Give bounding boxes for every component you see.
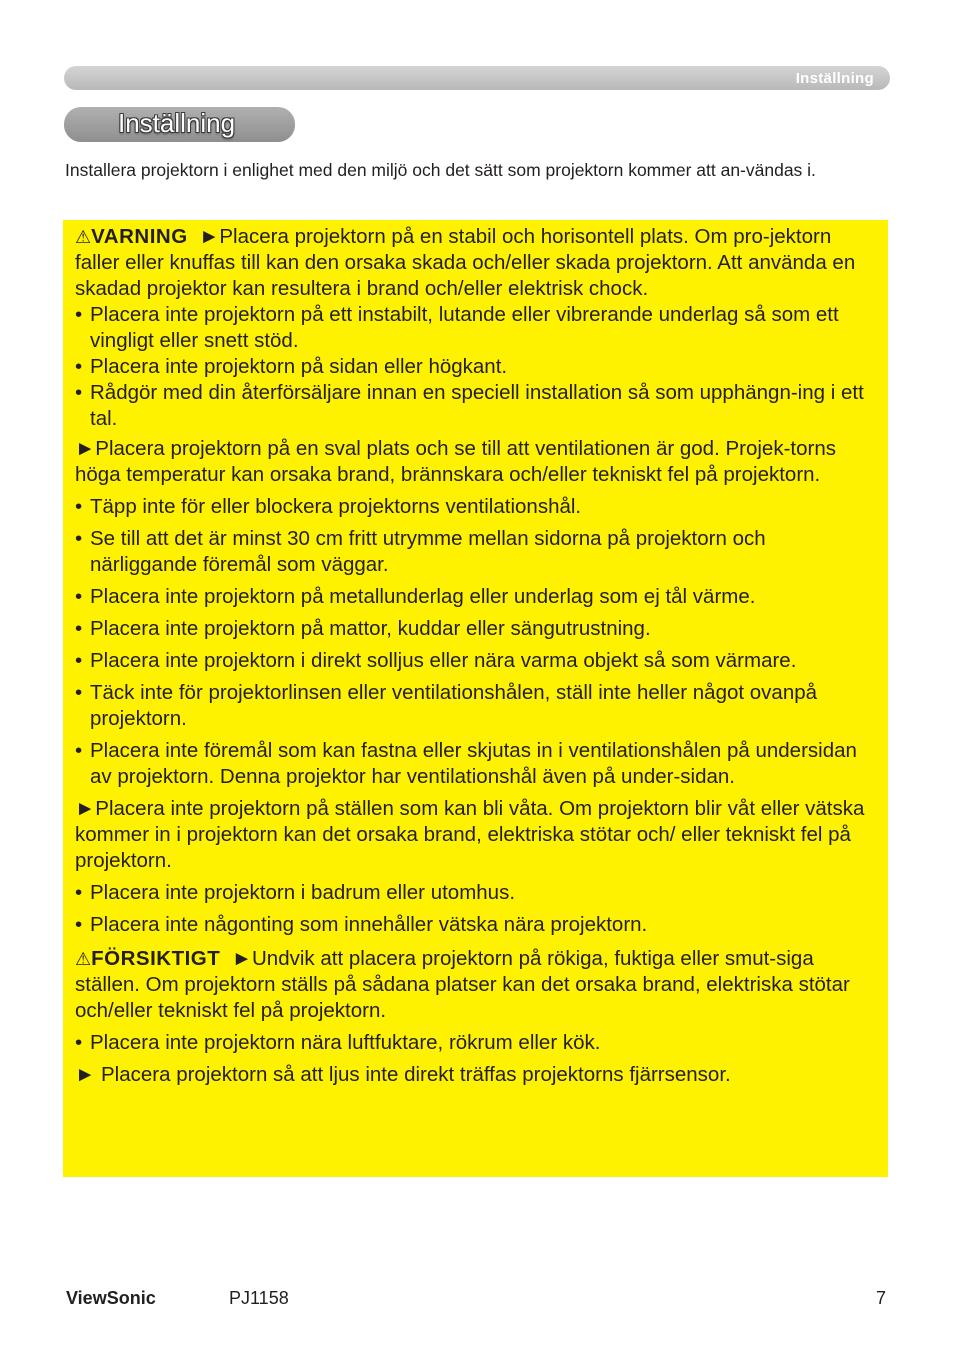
section-tab [64,107,295,142]
bullet-icon: • [75,913,83,936]
page-number: 7 [876,1288,887,1308]
warning-label: VARNING [91,225,188,248]
list-item: • Placera inte projektorn på ett instabilt, lutande eller vibrerande underlag så som ett vingligt eller snett stöd. [75,303,839,352]
bullet-icon: • [75,739,83,762]
moisture-paragraph: ►Placera inte projektorn på ställen som kan bli våta. Om projektorn blir våt eller vätska kommer in i projektorn kan det orsaka brand, elektriska stötar och/ eller tekniskt fel på projektorn. [75,797,865,872]
caution-label: FÖRSIKTIGT [91,947,221,970]
bullet-icon: • [75,303,83,326]
bullet-icon: • [75,495,83,518]
footer-model: PJ1158 [229,1288,289,1308]
caution-lead-text: Undvik att placera projektorn på rökiga, fuktiga eller smut-siga ställen. Om projektorn ställs på sådana platser kan det orsaka brand, elektriska stötar och/eller tekniskt fel på projektorn. [75,947,850,1022]
list-item: • Se till att det är minst 30 cm fritt utrymme mellan sidorna på projektorn och närliggande föremål som väggar. [75,527,766,576]
intro-paragraph: Installera projektorn i enlighet med den miljö och det sätt som projektorn kommer att an-vändas i. [65,160,816,180]
bullet-icon: • [75,355,83,378]
bullet-icon: • [75,585,83,608]
warning-lead-text: Placera projektorn på en stabil och horisontell plats. Om pro-jektorn faller eller knuffas till kan den orsaka skada och/eller skada projektorn. Att använda en skadad projektor kan resultera i brand och/eller elektrisk chock. [75,225,856,300]
arrow-icon: ► [231,947,252,970]
list-item: • Placera inte projektorn nära luftfuktare, rökrum eller kök. [75,1031,601,1054]
footer-brand: ViewSonic [66,1288,156,1308]
arrow-icon: ► [75,1063,96,1086]
warning-box [63,220,888,1177]
bullet-icon: • [75,649,83,672]
arrow-icon: ► [199,225,220,248]
bullet-icon: • [75,381,83,404]
bullet-icon: • [75,527,83,550]
list-item: • Täck inte för projektorlinsen eller ventilationshålen, ställ inte heller något ovanpå projektorn. [75,681,818,730]
running-header-title: Inställning [795,70,874,87]
list-item: • Rådgör med din återförsäljare innan en speciell installation så som upphängn-ing i ett tal. [75,381,864,430]
section-title: Inställning [118,108,236,138]
warning-triangle-icon: ⚠ [75,227,92,247]
list-item: • Placera inte projektorn i direkt solljus eller nära varma objekt så som värmare. [75,649,797,672]
bullet-icon: • [75,681,83,704]
arrow-icon: ► [75,437,96,460]
arrow-icon: ► [75,797,96,820]
list-item: • Placera inte föremål som kan fastna eller skjutas in i ventilationshålen på undersidan av projektorn. Denna projektor har ventilationshål även på under-sidan. [75,739,857,788]
bullet-icon: • [75,1031,83,1054]
ventilation-paragraph: ►Placera projektorn på en sval plats och se till att ventilationen är god. Projek-torns höga temperatur kan orsaka brand, brännskara och/eller tekniskt fel på projektorn. [75,437,836,486]
list-item: • Placera inte projektorn på mattor, kuddar eller sängutrustning. [75,617,651,640]
list-item: • Täpp inte för eller blockera projektorns ventilationshål. [75,495,582,518]
caution-triangle-icon: ⚠ [75,949,92,969]
bullet-icon: • [75,617,83,640]
list-item: • Placera inte projektorn i badrum eller utomhus. [75,881,516,904]
bullet-icon: • [75,881,83,904]
warning-lead-paragraph [75,224,874,302]
list-item: • Placera inte projektorn på metallunderlag eller underlag som ej tål värme. [75,585,756,608]
list-item: • Placera inte någonting som innehåller vätska nära projektorn. [75,913,648,936]
list-item: • Placera inte projektorn på sidan eller högkant. [75,355,508,378]
caution-lead-paragraph [75,946,874,1024]
running-header-bar [64,66,890,90]
caution-final-paragraph: ► Placera projektorn så att ljus inte direkt träffas projektorns fjärrsensor. [75,1063,731,1086]
